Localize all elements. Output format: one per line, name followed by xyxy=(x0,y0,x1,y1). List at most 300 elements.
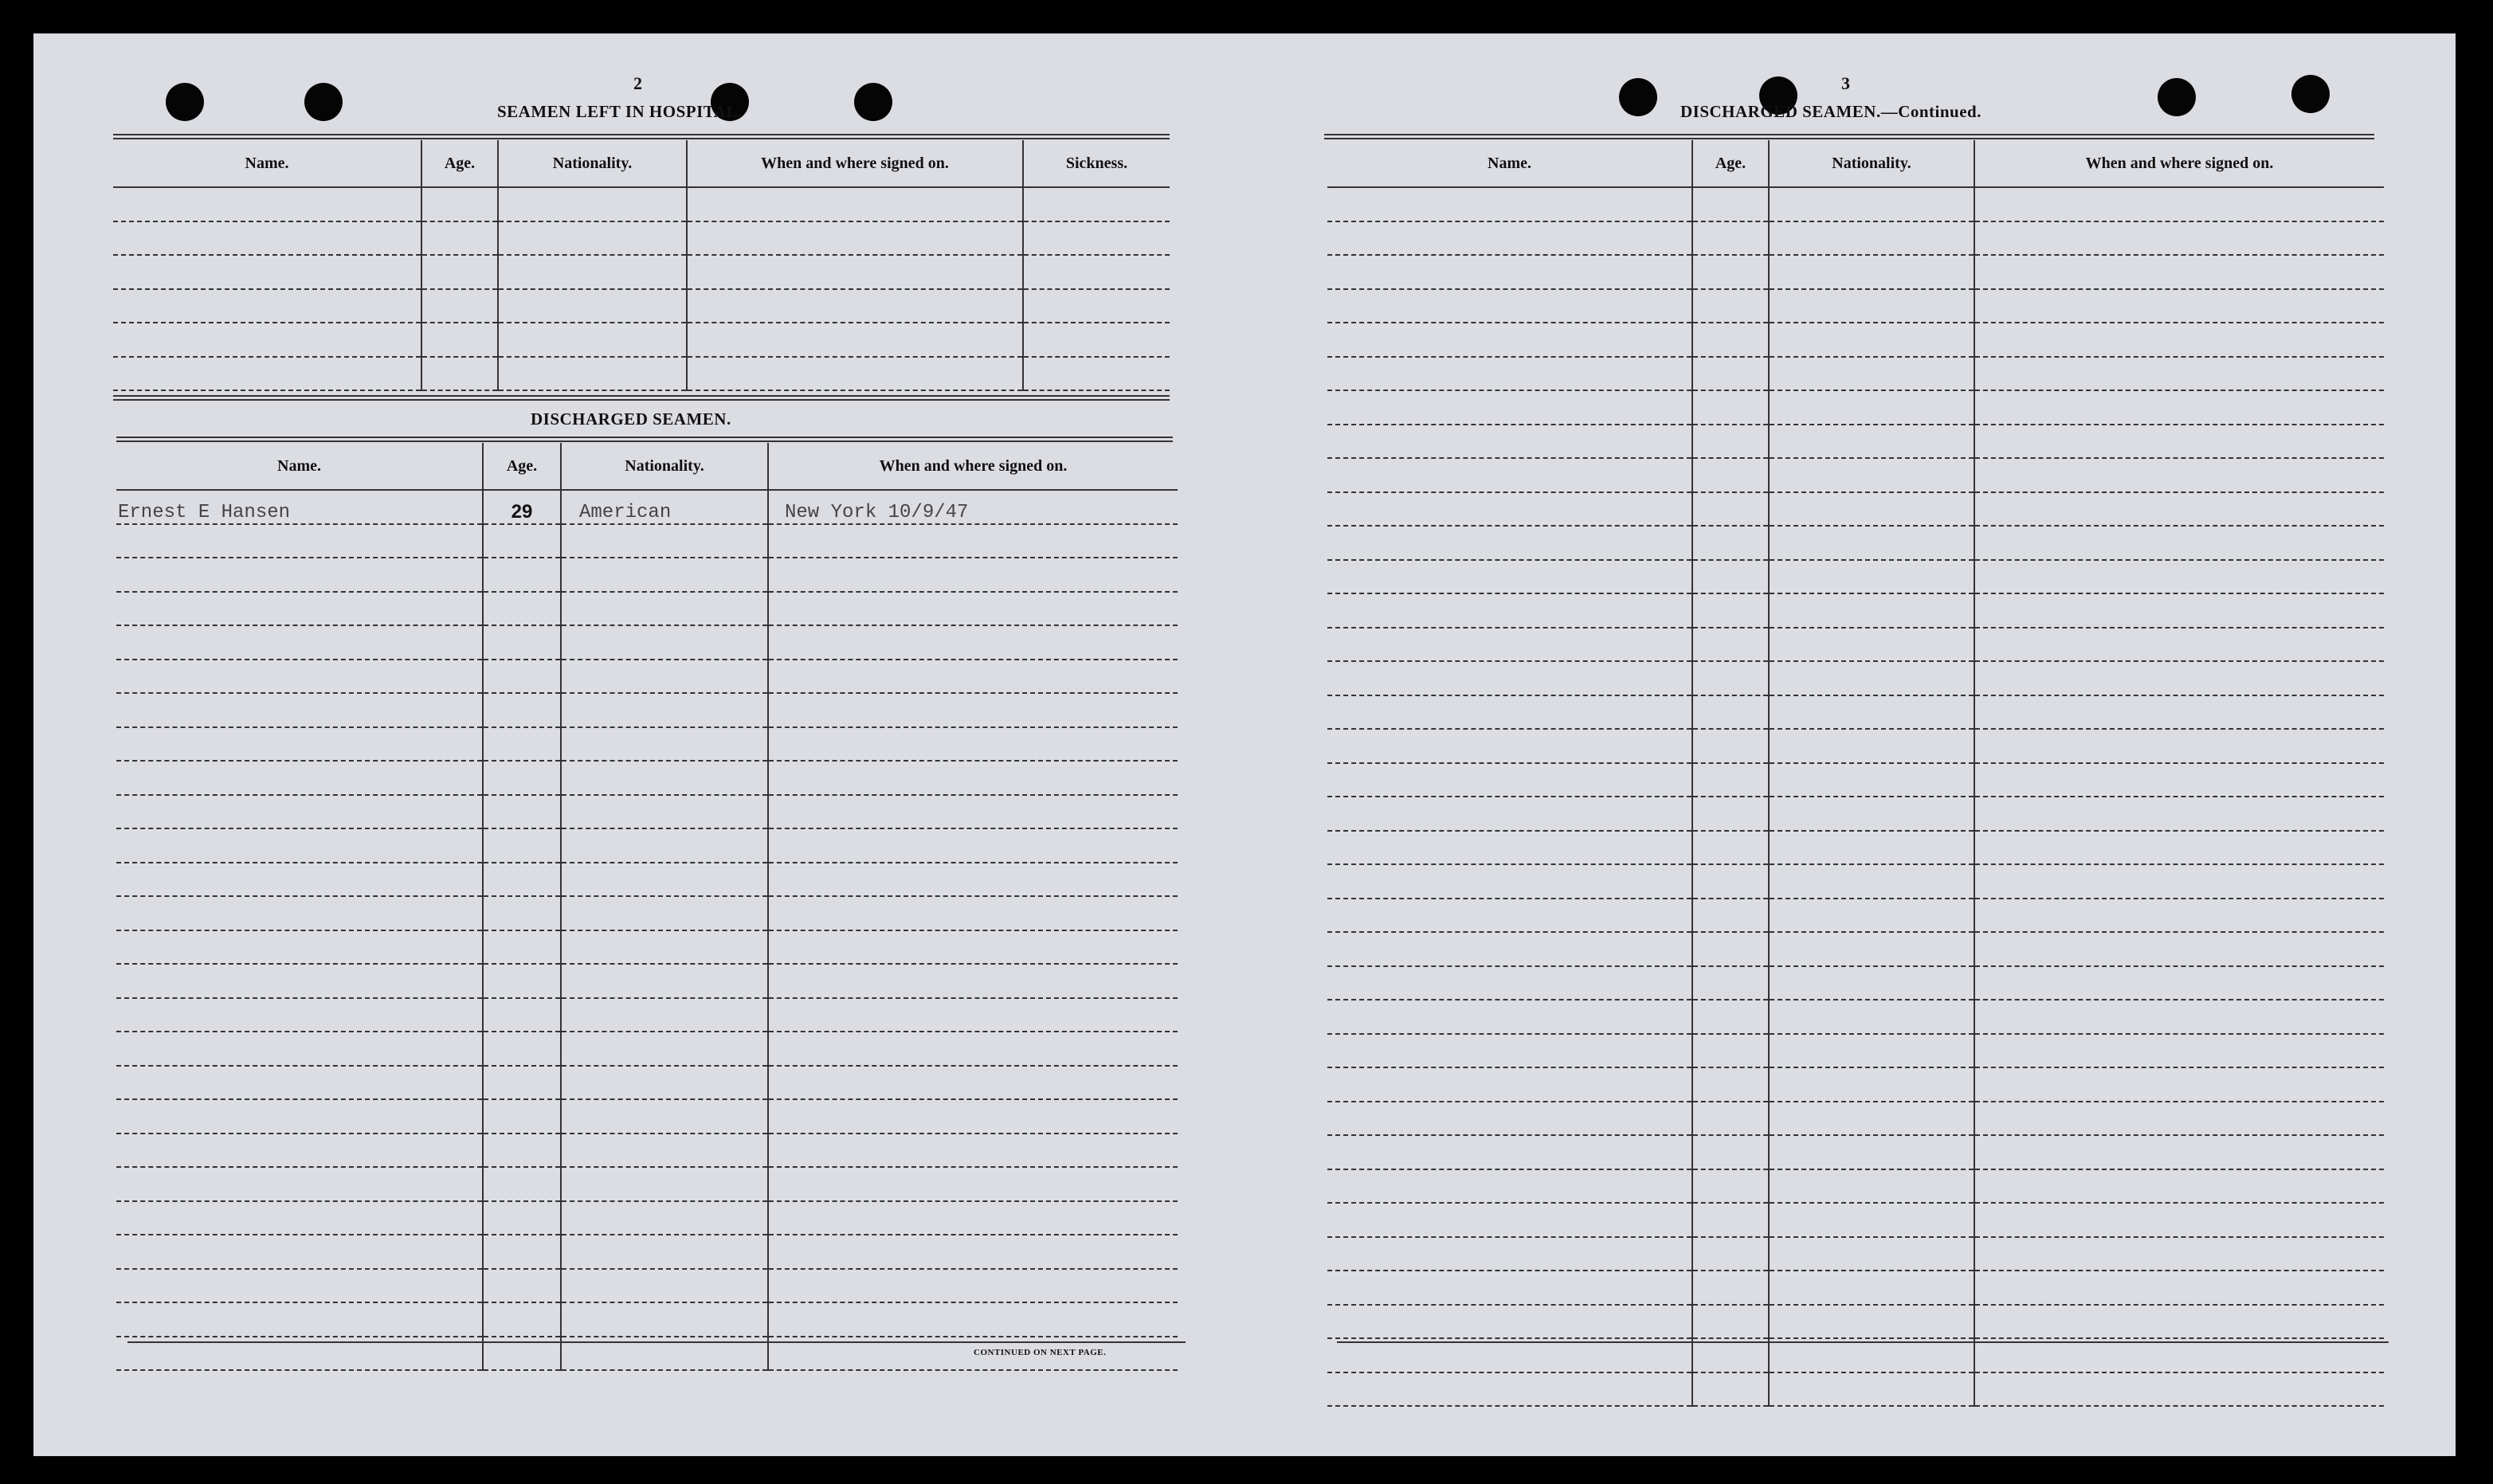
blank-cell xyxy=(421,357,498,391)
blank-cell xyxy=(1327,526,1692,560)
blank-cell xyxy=(1769,763,1974,797)
blank-cell xyxy=(1769,695,1974,730)
blank-cell xyxy=(1769,1237,1974,1271)
blank-cell xyxy=(768,1269,1178,1303)
blank-cell xyxy=(1692,797,1769,831)
blank-cell xyxy=(1974,560,2384,594)
blank-cell xyxy=(561,1167,768,1201)
blank-cell xyxy=(768,930,1178,965)
hospital-table xyxy=(113,140,1170,391)
blank-cell xyxy=(421,187,498,221)
blank-cell xyxy=(483,625,561,660)
blank-cell xyxy=(116,1032,483,1066)
blank-cell xyxy=(116,1269,483,1303)
seaman-name: Ernest E Hansen xyxy=(116,490,483,524)
blank-row xyxy=(116,558,1178,592)
blank-cell xyxy=(1769,1135,1974,1169)
blank-cell xyxy=(1327,1169,1692,1204)
blank-cell xyxy=(116,693,483,727)
blank-cell xyxy=(1327,932,1692,966)
blank-cell xyxy=(561,625,768,660)
blank-cell xyxy=(1327,560,1692,594)
blank-cell xyxy=(483,727,561,762)
blank-row xyxy=(1327,1000,2384,1034)
blank-cell xyxy=(421,323,498,357)
blank-cell xyxy=(687,221,1023,256)
blank-cell xyxy=(483,1167,561,1201)
blank-row xyxy=(113,323,1170,357)
blank-cell xyxy=(768,625,1178,660)
blank-cell xyxy=(1769,1271,1974,1305)
blank-cell xyxy=(561,1134,768,1168)
blank-cell xyxy=(116,795,483,829)
blank-cell xyxy=(1692,1034,1769,1068)
blank-cell xyxy=(1023,187,1170,221)
seaman-nationality: American xyxy=(561,490,768,524)
blank-cell xyxy=(116,761,483,795)
blank-cell xyxy=(1769,932,1974,966)
blank-row xyxy=(116,727,1178,762)
blank-cell xyxy=(1769,1000,1974,1034)
hospital-col-signed-on: When and where signed on. xyxy=(687,140,1023,187)
blank-cell xyxy=(1974,932,2384,966)
blank-cell xyxy=(1974,221,2384,256)
blank-cell xyxy=(421,289,498,323)
blank-cell xyxy=(768,592,1178,626)
blank-cell xyxy=(1769,1169,1974,1204)
blank-cell xyxy=(1692,1338,1769,1372)
discharged-col-signed-on: When and where signed on. xyxy=(768,443,1178,490)
blank-row xyxy=(116,693,1178,727)
blank-cell xyxy=(1327,1237,1692,1271)
blank-cell xyxy=(1692,661,1769,695)
continued-footer: CONTINUED ON NEXT PAGE. xyxy=(974,1348,1107,1357)
blank-cell xyxy=(483,930,561,965)
ledger-sheet xyxy=(33,33,2456,1456)
blank-row xyxy=(1327,695,2384,730)
blank-cell xyxy=(1974,187,2384,221)
continued-col-signed-on: When and where signed on. xyxy=(1974,140,2384,187)
blank-cell xyxy=(113,357,421,391)
blank-cell xyxy=(1769,661,1974,695)
blank-cell xyxy=(116,998,483,1032)
blank-cell xyxy=(116,1201,483,1235)
blank-cell xyxy=(1692,492,1769,527)
blank-cell xyxy=(1327,221,1692,256)
blank-cell xyxy=(1327,1034,1692,1068)
blank-cell xyxy=(116,863,483,897)
hospital-col-name: Name. xyxy=(113,140,421,187)
blank-cell xyxy=(768,524,1178,558)
blank-row xyxy=(116,828,1178,863)
blank-cell xyxy=(116,1167,483,1201)
blank-cell xyxy=(561,863,768,897)
blank-row xyxy=(113,187,1170,221)
blank-cell xyxy=(483,558,561,592)
blank-cell xyxy=(561,1066,768,1100)
continued-col-age: Age. xyxy=(1692,140,1769,187)
blank-cell xyxy=(116,1302,483,1337)
blank-cell xyxy=(1974,593,2384,628)
blank-cell xyxy=(1023,255,1170,289)
blank-cell xyxy=(498,289,687,323)
blank-cell xyxy=(1327,1000,1692,1034)
blank-cell xyxy=(483,1235,561,1269)
blank-row xyxy=(1327,560,2384,594)
continued-col-name: Name. xyxy=(1327,140,1692,187)
blank-cell xyxy=(561,592,768,626)
blank-cell xyxy=(1769,560,1974,594)
blank-cell xyxy=(483,761,561,795)
blank-cell xyxy=(1974,1067,2384,1102)
punch-hole xyxy=(2158,78,2196,116)
blank-row xyxy=(1327,458,2384,492)
blank-cell xyxy=(1692,255,1769,289)
blank-cell xyxy=(116,964,483,998)
blank-row xyxy=(116,625,1178,660)
continued-section-title: DISCHARGED SEAMEN.—Continued. xyxy=(1680,102,1981,121)
blank-cell xyxy=(768,1066,1178,1100)
blank-cell xyxy=(768,761,1178,795)
blank-row xyxy=(1327,966,2384,1000)
blank-cell xyxy=(421,255,498,289)
blank-cell xyxy=(483,828,561,863)
blank-cell xyxy=(1769,1067,1974,1102)
blank-cell xyxy=(1327,323,1692,357)
blank-cell xyxy=(1974,1000,2384,1034)
blank-cell xyxy=(768,1099,1178,1134)
blank-row xyxy=(1327,289,2384,323)
blank-row xyxy=(1327,221,2384,256)
blank-cell xyxy=(1974,1237,2384,1271)
discharged-col-name: Name. xyxy=(116,443,483,490)
hospital-section-title: SEAMEN LEFT IN HOSPITAL. xyxy=(497,102,743,121)
blank-cell xyxy=(1974,425,2384,459)
punch-hole xyxy=(166,83,204,121)
blank-row xyxy=(116,998,1178,1032)
blank-cell xyxy=(498,221,687,256)
blank-cell xyxy=(483,693,561,727)
blank-cell xyxy=(768,1302,1178,1337)
blank-cell xyxy=(1769,1102,1974,1136)
blank-cell xyxy=(1327,695,1692,730)
hospital-top-rule xyxy=(113,134,1170,139)
blank-cell xyxy=(1692,1135,1769,1169)
blank-cell xyxy=(768,828,1178,863)
blank-cell xyxy=(116,828,483,863)
blank-cell xyxy=(1692,221,1769,256)
blank-cell xyxy=(116,1099,483,1134)
blank-cell xyxy=(561,998,768,1032)
blank-cell xyxy=(687,187,1023,221)
blank-cell xyxy=(1769,797,1974,831)
blank-cell xyxy=(1692,323,1769,357)
blank-cell xyxy=(687,255,1023,289)
blank-cell xyxy=(1974,1338,2384,1372)
blank-cell xyxy=(768,1032,1178,1066)
blank-cell xyxy=(1692,1169,1769,1204)
blank-cell xyxy=(1974,1203,2384,1237)
blank-cell xyxy=(483,964,561,998)
blank-cell xyxy=(1974,390,2384,425)
blank-row xyxy=(1327,1305,2384,1339)
blank-cell xyxy=(1769,1203,1974,1237)
blank-cell xyxy=(1974,289,2384,323)
blank-cell xyxy=(116,727,483,762)
blank-row xyxy=(1327,932,2384,966)
blank-row xyxy=(113,255,1170,289)
seaman-signed-on: New York 10/9/47 xyxy=(768,490,1178,524)
blank-row xyxy=(116,863,1178,897)
blank-cell xyxy=(561,558,768,592)
blank-cell xyxy=(116,558,483,592)
blank-cell xyxy=(1974,1372,2384,1407)
blank-row xyxy=(116,1066,1178,1100)
blank-row xyxy=(116,592,1178,626)
blank-cell xyxy=(483,795,561,829)
blank-cell xyxy=(1692,1102,1769,1136)
blank-cell xyxy=(1769,729,1974,763)
blank-cell xyxy=(561,930,768,965)
blank-cell xyxy=(1769,492,1974,527)
blank-row xyxy=(1327,1135,2384,1169)
blank-cell xyxy=(1692,1203,1769,1237)
blank-cell xyxy=(498,187,687,221)
blank-cell xyxy=(1327,1135,1692,1169)
blank-row xyxy=(116,795,1178,829)
blank-cell xyxy=(561,1235,768,1269)
blank-cell xyxy=(1327,831,1692,865)
blank-cell xyxy=(768,964,1178,998)
blank-cell xyxy=(768,727,1178,762)
blank-cell xyxy=(561,1302,768,1337)
blank-row xyxy=(116,1032,1178,1066)
blank-cell xyxy=(1692,864,1769,899)
blank-row xyxy=(113,289,1170,323)
blank-cell xyxy=(1692,1000,1769,1034)
blank-cell xyxy=(483,1269,561,1303)
blank-cell xyxy=(116,1066,483,1100)
punch-hole xyxy=(2291,75,2330,113)
page-number-left: 2 xyxy=(633,73,642,93)
blank-cell xyxy=(561,761,768,795)
blank-cell xyxy=(1327,492,1692,527)
blank-cell xyxy=(1974,1271,2384,1305)
blank-cell xyxy=(1023,323,1170,357)
blank-row xyxy=(1327,187,2384,221)
blank-cell xyxy=(1327,390,1692,425)
blank-cell xyxy=(1327,357,1692,391)
blank-cell xyxy=(1327,458,1692,492)
blank-cell xyxy=(561,660,768,694)
blank-cell xyxy=(1769,831,1974,865)
blank-cell xyxy=(1327,1203,1692,1237)
punch-hole xyxy=(1619,78,1657,116)
blank-cell xyxy=(768,998,1178,1032)
blank-row xyxy=(116,524,1178,558)
blank-cell xyxy=(1023,357,1170,391)
blank-cell xyxy=(1974,1102,2384,1136)
blank-row xyxy=(1327,763,2384,797)
blank-cell xyxy=(1692,1372,1769,1407)
blank-cell xyxy=(1023,289,1170,323)
blank-cell xyxy=(1692,899,1769,933)
blank-cell xyxy=(1692,1237,1769,1271)
blank-row xyxy=(116,761,1178,795)
discharged-bottom-rule xyxy=(127,1341,1186,1343)
blank-cell xyxy=(768,896,1178,930)
blank-cell xyxy=(768,1134,1178,1168)
blank-row xyxy=(1327,492,2384,527)
blank-cell xyxy=(1769,899,1974,933)
blank-cell xyxy=(116,896,483,930)
blank-cell xyxy=(1769,323,1974,357)
continued-bottom-rule xyxy=(1337,1341,2389,1343)
blank-cell xyxy=(1974,729,2384,763)
blank-cell xyxy=(1327,1305,1692,1339)
blank-cell xyxy=(116,625,483,660)
blank-cell xyxy=(421,221,498,256)
blank-cell xyxy=(1327,864,1692,899)
blank-row xyxy=(1327,323,2384,357)
blank-cell xyxy=(116,1235,483,1269)
blank-cell xyxy=(113,255,421,289)
blank-cell xyxy=(483,1066,561,1100)
blank-cell xyxy=(1692,593,1769,628)
blank-cell xyxy=(1769,255,1974,289)
blank-cell xyxy=(561,1269,768,1303)
blank-cell xyxy=(1769,289,1974,323)
blank-cell xyxy=(1769,1305,1974,1339)
blank-cell xyxy=(1974,797,2384,831)
blank-cell xyxy=(1974,831,2384,865)
blank-cell xyxy=(1769,628,1974,662)
continued-table xyxy=(1327,140,2384,1407)
blank-cell xyxy=(1692,729,1769,763)
blank-cell xyxy=(498,323,687,357)
discharged-col-age: Age. xyxy=(483,443,561,490)
blank-row xyxy=(1327,1237,2384,1271)
blank-cell xyxy=(1327,1271,1692,1305)
hospital-col-sickness: Sickness. xyxy=(1023,140,1170,187)
punch-hole xyxy=(304,83,343,121)
blank-cell xyxy=(1327,729,1692,763)
blank-cell xyxy=(1327,1067,1692,1102)
blank-cell xyxy=(1769,1338,1974,1372)
blank-cell xyxy=(1327,289,1692,323)
blank-cell xyxy=(1692,966,1769,1000)
hospital-bottom-rule xyxy=(113,395,1170,401)
blank-cell xyxy=(1327,1338,1692,1372)
blank-cell xyxy=(1769,425,1974,459)
blank-cell xyxy=(561,1099,768,1134)
discharged-section-title: DISCHARGED SEAMEN. xyxy=(531,409,731,429)
blank-cell xyxy=(1974,899,2384,933)
continued-col-nationality: Nationality. xyxy=(1769,140,1974,187)
blank-cell xyxy=(1769,357,1974,391)
blank-row xyxy=(1327,1203,2384,1237)
blank-cell xyxy=(1327,1102,1692,1136)
blank-cell xyxy=(1327,661,1692,695)
blank-row xyxy=(1327,1169,2384,1204)
blank-cell xyxy=(483,524,561,558)
blank-cell xyxy=(483,1201,561,1235)
blank-cell xyxy=(1974,628,2384,662)
blank-row xyxy=(116,1201,1178,1235)
blank-cell xyxy=(116,592,483,626)
blank-cell xyxy=(113,221,421,256)
blank-cell xyxy=(1769,864,1974,899)
blank-cell xyxy=(561,727,768,762)
blank-row xyxy=(116,930,1178,965)
blank-row xyxy=(1327,1102,2384,1136)
blank-cell xyxy=(1769,221,1974,256)
blank-row xyxy=(1327,729,2384,763)
blank-cell xyxy=(116,660,483,694)
blank-row xyxy=(116,660,1178,694)
blank-cell xyxy=(1327,425,1692,459)
blank-row xyxy=(1327,1338,2384,1372)
blank-cell xyxy=(687,323,1023,357)
blank-row xyxy=(1327,593,2384,628)
blank-cell xyxy=(1327,797,1692,831)
blank-cell xyxy=(561,964,768,998)
blank-cell xyxy=(1327,593,1692,628)
blank-cell xyxy=(483,896,561,930)
blank-cell xyxy=(1327,1372,1692,1407)
blank-cell xyxy=(1692,628,1769,662)
blank-row xyxy=(116,1269,1178,1303)
blank-cell xyxy=(1974,864,2384,899)
blank-cell xyxy=(1974,1305,2384,1339)
blank-cell xyxy=(1974,1135,2384,1169)
blank-cell xyxy=(768,1235,1178,1269)
blank-row xyxy=(1327,899,2384,933)
blank-cell xyxy=(768,693,1178,727)
blank-cell xyxy=(483,1032,561,1066)
blank-cell xyxy=(1974,458,2384,492)
blank-cell xyxy=(483,998,561,1032)
blank-cell xyxy=(561,828,768,863)
blank-cell xyxy=(1769,966,1974,1000)
blank-row xyxy=(1327,661,2384,695)
blank-cell xyxy=(483,592,561,626)
blank-cell xyxy=(483,1302,561,1337)
blank-cell xyxy=(768,795,1178,829)
blank-cell xyxy=(1769,1372,1974,1407)
blank-row xyxy=(1327,1034,2384,1068)
blank-cell xyxy=(768,1201,1178,1235)
blank-row xyxy=(1327,628,2384,662)
blank-cell xyxy=(116,1134,483,1168)
blank-cell xyxy=(1974,1034,2384,1068)
blank-row xyxy=(116,1134,1178,1168)
blank-row xyxy=(1327,864,2384,899)
blank-cell xyxy=(498,357,687,391)
blank-cell xyxy=(1692,357,1769,391)
blank-cell xyxy=(1974,526,2384,560)
blank-cell xyxy=(1769,593,1974,628)
blank-cell xyxy=(768,660,1178,694)
blank-cell xyxy=(1974,323,2384,357)
blank-row xyxy=(116,964,1178,998)
blank-cell xyxy=(1769,458,1974,492)
blank-cell xyxy=(561,795,768,829)
blank-cell xyxy=(1692,1271,1769,1305)
blank-cell xyxy=(483,1099,561,1134)
blank-cell xyxy=(1692,187,1769,221)
punch-hole xyxy=(854,83,892,121)
